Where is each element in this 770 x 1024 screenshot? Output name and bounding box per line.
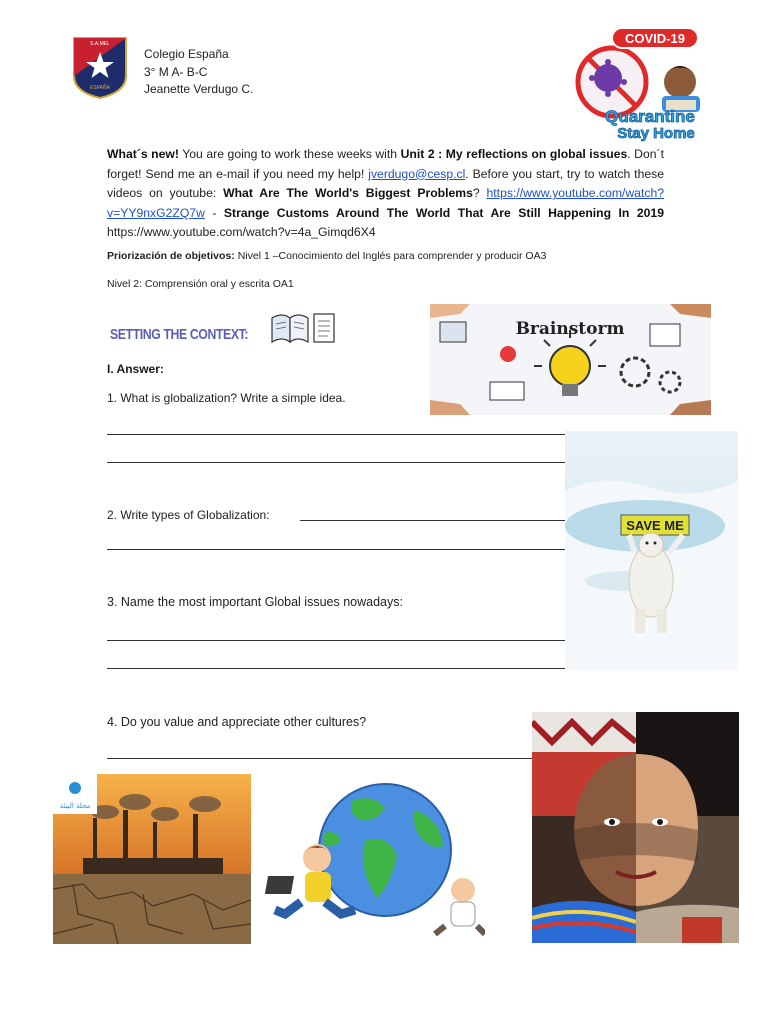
intro-text-5: - xyxy=(204,205,224,220)
svg-text:Quarantine: Quarantine xyxy=(605,107,695,126)
section-title: SETTING THE CONTEXT: xyxy=(110,326,249,343)
question-2: 2. Write types of Globalization: xyxy=(107,508,270,522)
whats-new-label: What´s new! xyxy=(107,147,179,161)
answer-line-2b[interactable] xyxy=(107,549,565,550)
polar-bear-save-me-image xyxy=(565,431,738,670)
intro-text-1: You are going to work these weeks with xyxy=(178,147,401,161)
answer-heading: I. Answer: xyxy=(107,362,164,376)
intro-text-3: . Before you start, try to watch these videos on youtube: xyxy=(107,166,664,201)
svg-text:SAVE ME: SAVE ME xyxy=(626,518,684,533)
teacher-name: Jeanette Verdugo C. xyxy=(144,82,254,96)
world-cultures-faces-image xyxy=(532,712,739,943)
priorization-label: Priorización de objetivos: xyxy=(107,250,235,262)
kids-globe-illustration xyxy=(265,780,485,940)
svg-text:مجلة البيئة: مجلة البيئة xyxy=(59,802,91,810)
intro-text-4: ? xyxy=(472,186,487,201)
intro-paragraph xyxy=(107,145,664,243)
answer-line-2a[interactable] xyxy=(300,520,565,521)
answer-line-1b[interactable] xyxy=(107,462,565,463)
question-3: 3. Name the most important Global issues nowadays: xyxy=(107,595,403,609)
priorization-level1: Nivel 1 –Conocimiento del Inglés para comprender y producir OA3 xyxy=(234,250,547,262)
school-info xyxy=(144,46,253,99)
books-icon xyxy=(268,308,340,348)
covid-quarantine-illustration xyxy=(568,24,720,142)
school-crest-logo xyxy=(72,36,128,100)
course-name: 3° M A- B-C xyxy=(144,64,208,79)
priorization-level2: Nivel 2: Comprensión oral y escrita OA1 xyxy=(107,278,294,290)
answer-line-3a[interactable] xyxy=(107,640,565,641)
answer-line-1a[interactable] xyxy=(107,434,565,435)
unit-title: Unit 2 : My reflections on global issues xyxy=(400,147,628,161)
svg-text:S.A.MEL: S.A.MEL xyxy=(90,41,110,47)
svg-text:ESPAÑA: ESPAÑA xyxy=(90,85,110,91)
brainstorm-image xyxy=(430,304,711,415)
svg-text:COVID-19: COVID-19 xyxy=(625,31,685,46)
svg-text:Brainstorm: Brainstorm xyxy=(515,319,625,339)
priorization-line xyxy=(107,250,546,262)
intro-text-2: . Don´t forget! Send me an e-mail if you need my help! xyxy=(107,147,664,181)
question-4: 4. Do you value and appreciate other cultures? xyxy=(107,715,367,729)
video1-title: What Are The World's Biggest Problems xyxy=(223,186,473,201)
svg-text:Stay Home: Stay Home xyxy=(617,125,695,142)
video2-title: Strange Customs Around The World That Are Still Happening In 2019 xyxy=(223,205,664,220)
school-name: Colegio España xyxy=(144,47,229,61)
teacher-email-link[interactable]: jverdugo@cesp.cl xyxy=(368,166,466,181)
answer-line-3b[interactable] xyxy=(107,668,565,669)
video2-url[interactable]: https://www.youtube.com/watch?v=4a_Gimqd6X4 xyxy=(107,225,376,240)
video1-url-link[interactable]: https://www.youtube.com/watch?v=YY9nxG2ZQ7w xyxy=(107,186,664,220)
answer-line-4a[interactable] xyxy=(107,758,532,759)
question-1: 1. What is globalization? Write a simple idea. xyxy=(107,391,346,405)
pollution-drought-image xyxy=(53,774,251,944)
